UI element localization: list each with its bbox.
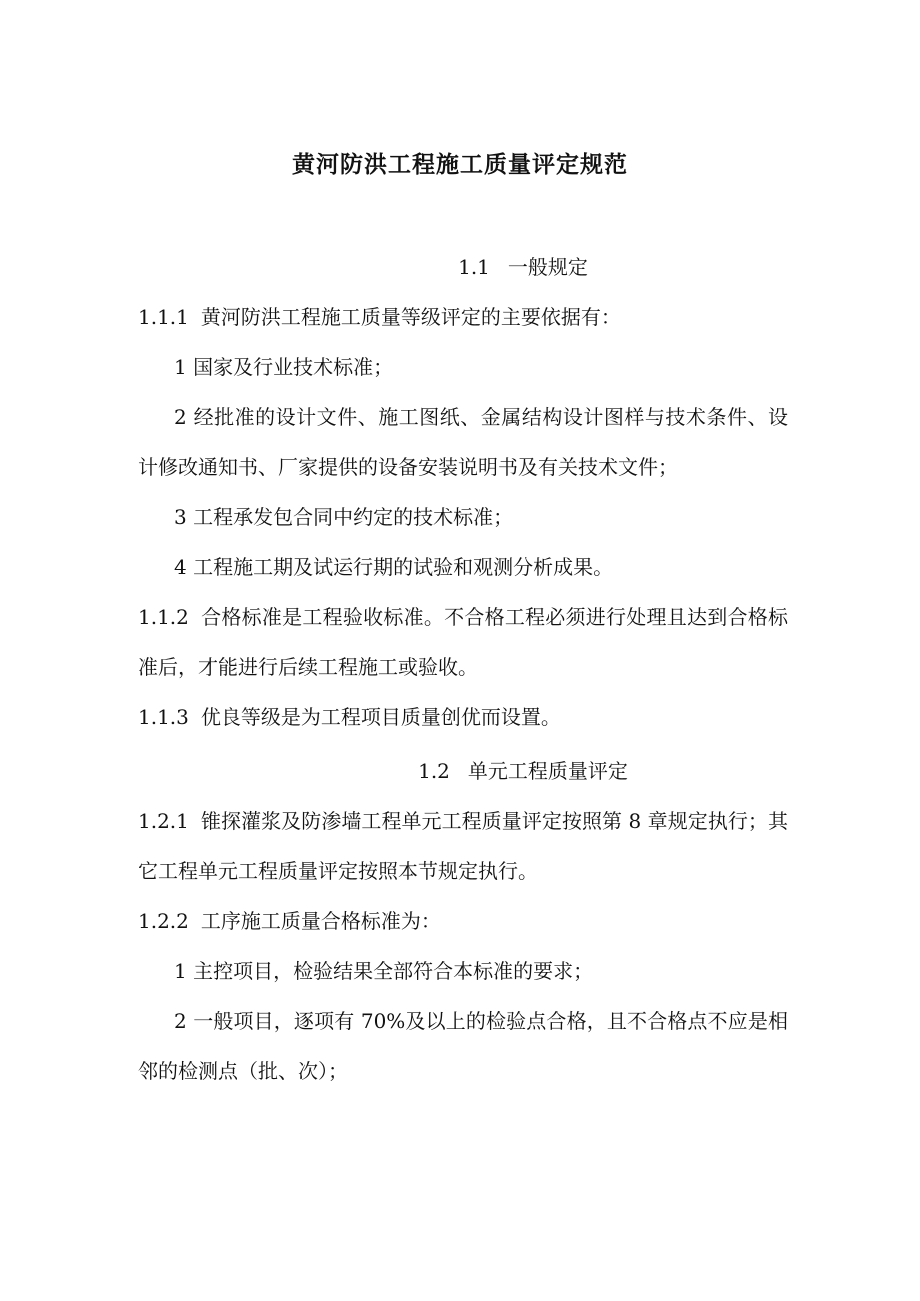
clause-text: 优良等级是为工程项目质量创优而设置。 <box>200 705 561 729</box>
list-item: 1 国家及行业技术标准； <box>174 355 394 379</box>
list-item: 1 主控项目，检验结果全部符合本标准的要求； <box>174 959 594 983</box>
section-heading <box>138 242 788 292</box>
section-title: 一般规定 <box>507 255 588 279</box>
clause-text: 锥探灌浆及防渗墙工程单元工程质量评定按照第 8 章规定执行；其它工程单元工程质量评定按照本节规定执行。 <box>138 809 788 883</box>
clause-paragraph <box>138 796 788 896</box>
clause-text: 合格标准是工程验收标准。不合格工程必须进行处理且达到合格标准后，才能进行后续工程施工或验收。 <box>138 605 788 679</box>
clause-number: 1.1.1 <box>138 305 189 329</box>
clause-number: 1.1.2 <box>138 605 189 629</box>
clause-number: 1.2.2 <box>138 909 189 933</box>
list-item: 2 一般项目，逐项有 70%及以上的检验点合格，且不合格点不应是相邻的检测点（批、次）； <box>138 1009 788 1083</box>
clause-text: 黄河防洪工程施工质量等级评定的主要依据有： <box>200 305 621 329</box>
section-heading <box>138 746 788 796</box>
section-number: 1.1 <box>458 255 490 279</box>
section-title: 单元工程质量评定 <box>467 759 628 783</box>
clause-paragraph <box>138 592 788 692</box>
list-item: 3 工程承发包合同中约定的技术标准； <box>174 505 514 529</box>
clause-number: 1.2.1 <box>138 809 189 833</box>
clause-number: 1.1.3 <box>138 705 189 729</box>
list-item: 2 经批准的设计文件、施工图纸、金属结构设计图样与技术条件、设计修改通知书、厂家提供的设备安装说明书及有关技术文件； <box>138 405 788 479</box>
clause-text: 工序施工质量合格标准为： <box>200 909 441 933</box>
clause-paragraph <box>138 896 788 946</box>
clause-paragraph <box>138 692 788 742</box>
document-body <box>138 242 788 1096</box>
list-item: 4 工程施工期及试运行期的试验和观测分析成果。 <box>174 555 614 579</box>
section-number: 1.2 <box>418 759 450 783</box>
document-title: 黄河防洪工程施工质量评定规范 <box>292 152 628 178</box>
clause-paragraph <box>138 292 788 342</box>
